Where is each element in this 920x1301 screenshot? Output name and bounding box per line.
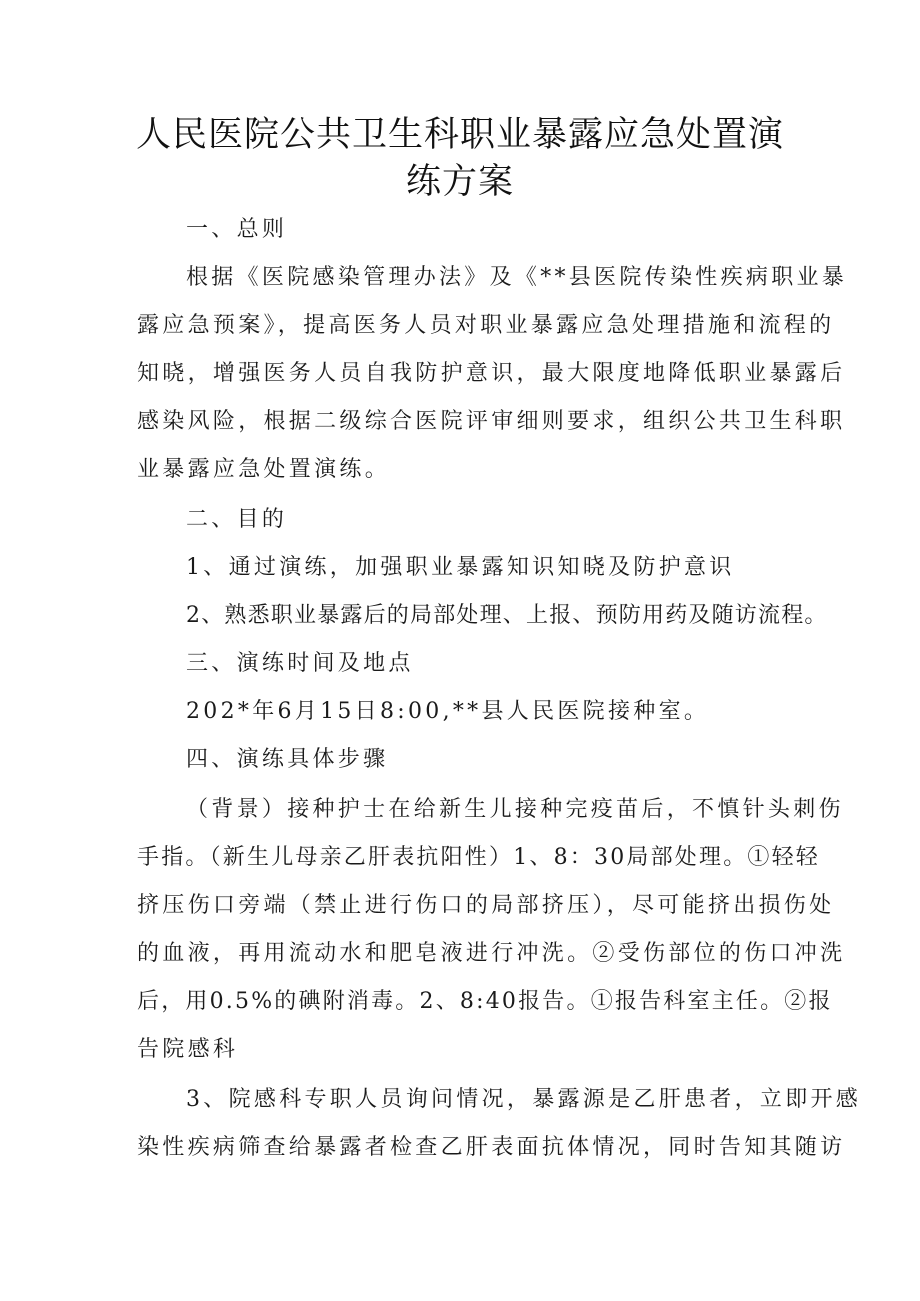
paragraph-line: 知晓，增强医务人员自我防护意识，最大限度地降低职业暴露后	[137, 361, 846, 386]
section-heading-time-place: 三、演练时间及地点	[186, 651, 414, 676]
paragraph-line: 感染风险，根据二级综合医院评审细则要求，组织公共卫生科职	[137, 409, 846, 434]
paragraph-line: 的血液，再用流动水和肥皂液进行冲洗。②受伤部位的伤口冲洗	[137, 941, 846, 966]
document-title-line-2: 练方案	[405, 162, 514, 202]
section-heading-purpose: 二、目的	[186, 507, 288, 532]
document-title-line-1: 人民医院公共卫生科职业暴露应急处置演	[135, 115, 784, 155]
paragraph-line: 告院感科	[137, 1037, 239, 1062]
list-item: 1、通过演练，加强职业暴露知识知晓及防护意识	[186, 555, 735, 580]
list-item: 2、熟悉职业暴露后的局部处理、上报、预防用药及随访流程。	[186, 603, 828, 628]
paragraph-line: 3、院感科专职人员询问情况，暴露源是乙肝患者，立即开感	[186, 1087, 862, 1112]
paragraph-line: 露应急预案》，提高医务人员对职业暴露应急处理措施和流程的	[137, 313, 835, 338]
paragraph-line: 染性疾病筛查给暴露者检查乙肝表面抗体情况，同时告知其随访	[137, 1135, 846, 1160]
paragraph-line: 手指。（新生儿母亲乙肝表抗阳性）1、8：30局部处理。①轻轻	[137, 845, 820, 870]
time-place-line: 202*年6月15日8:00,**县人民医院接种室。	[186, 699, 710, 724]
section-heading-general: 一、总则	[186, 217, 288, 242]
paragraph-line: 挤压伤口旁端（禁止进行伤口的局部挤压），尽可能挤出损伤处	[137, 893, 835, 918]
paragraph-line: 业暴露应急处置演练。	[137, 457, 391, 482]
paragraph-line: （背景）接种护士在给新生儿接种完疫苗后，不慎针头刺伤	[186, 797, 844, 822]
section-heading-steps: 四、演练具体步骤	[186, 747, 389, 772]
paragraph-line: 后，用0.5%的碘附消毒。2、8:40报告。①报告科室主任。②报	[137, 989, 833, 1014]
paragraph-line: 根据《医院感染管理办法》及《**县医院传染性疾病职业暴	[186, 265, 848, 290]
